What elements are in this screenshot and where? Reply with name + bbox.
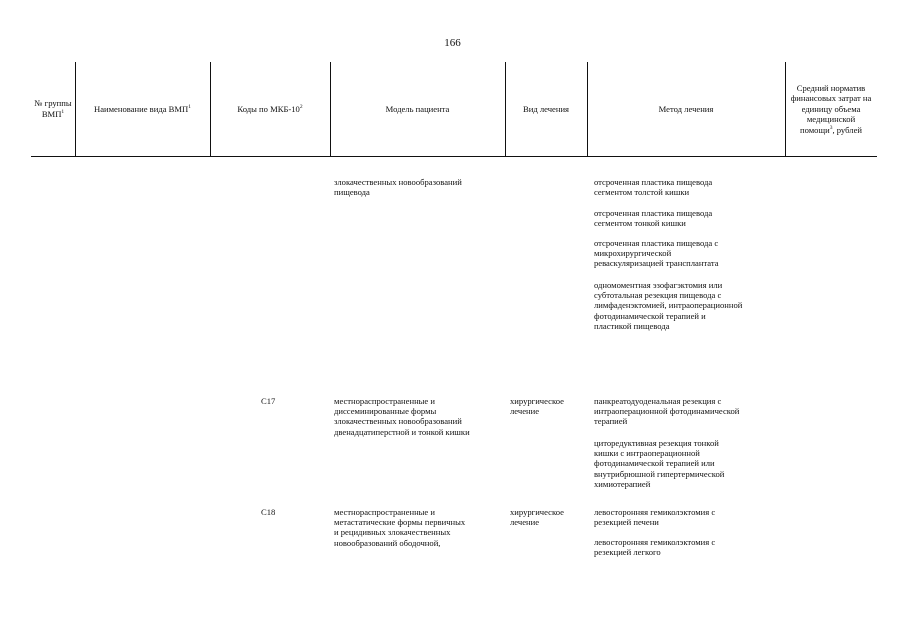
row-2-patient-model xyxy=(334,507,465,548)
text-line: метастатические формы первичных xyxy=(334,517,466,528)
row-2-treatment-type xyxy=(510,507,564,527)
text-line: одномоментная эзофагэктомия или xyxy=(594,280,723,290)
table-header xyxy=(31,62,877,157)
header-average-cost-suffix: , рублей xyxy=(832,124,862,135)
text-line: сегментом тонкой кишки xyxy=(594,218,686,229)
row-1-method-0 xyxy=(594,396,739,427)
text-line: злокачественных новообразований xyxy=(334,416,462,427)
text-line: местнораспространенные и xyxy=(334,396,435,406)
text-line: новообразований ободочной, xyxy=(334,537,441,548)
footnote-marker: 1 xyxy=(61,109,65,116)
row-0-patient-model xyxy=(334,177,462,197)
header-treatment-type-label: Вид лечения xyxy=(522,103,570,114)
row-0-method-3 xyxy=(594,280,742,331)
text-line: местнораспространенные и xyxy=(334,507,435,517)
text-line: кишки с интраоперационной xyxy=(594,448,700,459)
header-icd-codes-label: Коды по МКБ-10 xyxy=(237,103,300,114)
text-line: злокачественных новообразований xyxy=(334,177,462,187)
row-0-method-2 xyxy=(594,238,719,269)
row-1-icd-code: C17 xyxy=(261,396,276,406)
text-line: химиотерапией xyxy=(594,478,651,489)
row-1-patient-model xyxy=(334,396,470,437)
text-line: левосторонняя гемиколэктомия с xyxy=(594,537,716,547)
text-line: субтотальная резекция пищевода с xyxy=(594,290,722,301)
text-line: хирургическое xyxy=(510,396,564,406)
text-line: и рецидивных злокачественных xyxy=(334,527,451,538)
text-line: сегментом толстой кишки xyxy=(594,187,690,198)
text-line: лечение xyxy=(510,406,540,417)
text-line: терапией xyxy=(594,416,628,427)
row-0-method-0 xyxy=(594,177,712,197)
text-line: отсроченная пластика пищевода с xyxy=(594,238,719,248)
row-2-method-1 xyxy=(594,537,715,557)
text-line: двенадцатиперстной и тонкой кишки xyxy=(334,426,470,437)
row-2-method-0 xyxy=(594,507,715,527)
text-line: фотодинамической терапией и xyxy=(594,310,706,321)
page-number: 166 xyxy=(444,37,461,49)
text-line: внутрибрюшной гипертермической xyxy=(594,468,725,479)
header-vmp-name xyxy=(75,62,210,156)
text-line: панкреатодуоденальная резекция с xyxy=(594,396,722,406)
text-line: отсроченная пластика пищевода xyxy=(594,177,713,187)
text-line: микрохирургической xyxy=(594,248,672,259)
header-patient-model xyxy=(330,62,505,156)
text-line: диссеминированные формы xyxy=(334,406,437,417)
header-group-number xyxy=(31,62,75,156)
header-average-cost-label: Средний норматив финансовых затрат на единицу объема медицинской помощи xyxy=(790,82,872,135)
header-group-number-label: № группы ВМП xyxy=(34,98,72,119)
header-vmp-name-label: Наименование вида ВМП xyxy=(93,103,189,114)
text-line: отсроченная пластика пищевода xyxy=(594,208,713,218)
text-line: интраоперационной фотодинамической xyxy=(594,406,740,417)
header-icd-codes xyxy=(210,62,330,156)
text-line: лечение xyxy=(510,517,540,528)
footnote-marker: 2 xyxy=(299,103,303,110)
text-line: пластикой пищевода xyxy=(594,320,670,331)
row-0-method-1 xyxy=(594,208,712,228)
text-line: реваскуляризацией трансплантата xyxy=(594,258,719,269)
row-1-method-1 xyxy=(594,438,724,489)
row-1-treatment-type xyxy=(510,396,564,416)
text-line: резекцией печени xyxy=(594,517,659,528)
text-line: пищевода xyxy=(334,187,370,198)
row-2-icd-code: C18 xyxy=(261,507,276,517)
text-line: хирургическое xyxy=(510,507,564,517)
text-line: фотодинамической терапией или xyxy=(594,458,715,469)
footnote-marker: 1 xyxy=(188,103,191,110)
header-treatment-method xyxy=(587,62,785,156)
footnote-marker: 3 xyxy=(829,125,833,132)
text-line: резекцией легкого xyxy=(594,547,661,558)
text-line: левосторонняя гемиколэктомия с xyxy=(594,507,716,517)
header-treatment-type xyxy=(505,62,587,156)
header-treatment-method-label: Метод лечения xyxy=(658,103,714,114)
header-patient-model-label: Модель пациента xyxy=(385,103,450,114)
text-line: лимфаденэктомией, интраоперационной xyxy=(594,300,743,311)
header-average-cost xyxy=(785,62,877,156)
text-line: циторедуктивная резекция тонкой xyxy=(594,438,719,448)
